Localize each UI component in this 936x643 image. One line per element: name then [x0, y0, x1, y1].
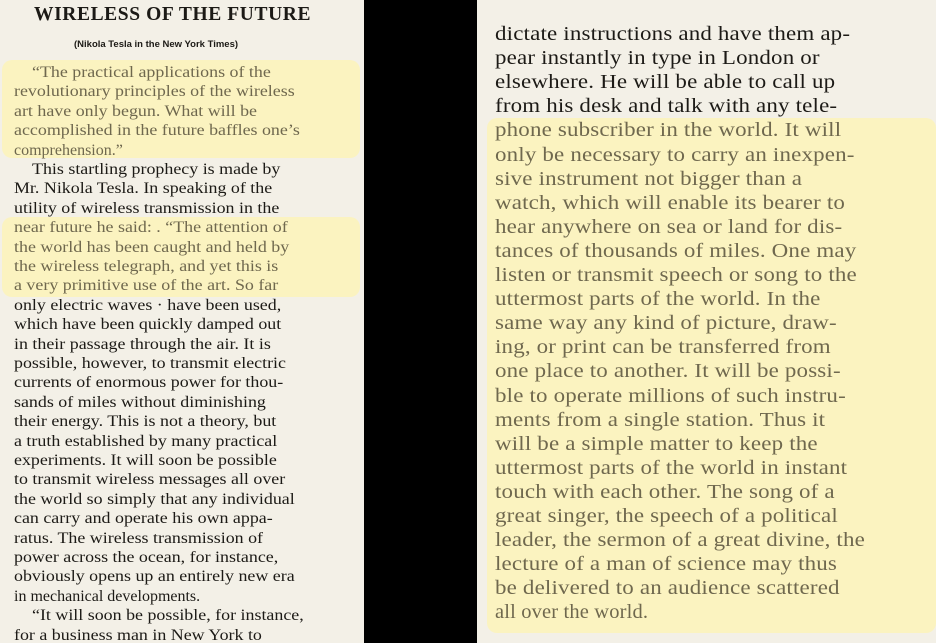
- right-line: ing, or print can be transferred from: [495, 336, 831, 359]
- article-title: WIRELESS OF THE FUTURE: [34, 4, 312, 25]
- right-line: ble to operate millions of such instru-: [495, 384, 846, 407]
- left-line: “It will soon be possible, for instance,: [32, 607, 304, 625]
- article-source: (Nikola Tesla in the New York Times): [74, 39, 239, 50]
- right-line: only be necessary to carry an inexpen-: [495, 143, 855, 166]
- left-line: sands of miles without diminishing: [14, 393, 266, 411]
- right-line: listen or transmit speech or song to the: [495, 264, 857, 286]
- right-line: lecture of a man of science may thus: [495, 553, 838, 576]
- right-line: sive instrument not bigger than a: [495, 167, 803, 190]
- right-line: great singer, the speech of a political: [495, 505, 838, 527]
- left-line: experiments. It will soon be possible: [14, 452, 277, 469]
- right-line: tances of thousands of miles. One may: [495, 239, 857, 262]
- left-line: only electric waves · have been used,: [14, 296, 282, 314]
- left-line: in their passage through the air. It is: [14, 335, 271, 353]
- right-article-column: [477, 0, 936, 643]
- right-line: elsewhere. He will be able to call up: [495, 71, 836, 94]
- right-line: phone subscriber in the world. It will: [495, 119, 842, 142]
- left-line: currents of enormous power for thou-: [14, 374, 284, 392]
- right-line: watch, which will enable its bearer to: [495, 191, 846, 214]
- left-line: “The practical applications of the: [32, 64, 271, 81]
- left-article-column: [0, 0, 364, 643]
- left-line: the world has been caught and held by: [14, 238, 290, 256]
- left-line: comprehension.”: [14, 141, 123, 159]
- right-line: uttermost parts of the world in instant: [495, 456, 848, 479]
- left-line: This startling prophecy is made by: [32, 161, 281, 178]
- right-line: dictate instructions and have them ap-: [495, 23, 851, 45]
- left-line: to transmit wireless messages all over: [14, 471, 286, 489]
- left-line: a very primitive use of the art. So far: [14, 277, 279, 295]
- right-line: ments from a single station. Thus it: [495, 408, 826, 431]
- left-line: which have been quickly damped out: [14, 316, 282, 334]
- right-line: from his desk and talk with any tele-: [495, 95, 838, 118]
- left-line: can carry and operate his own appa-: [14, 510, 273, 528]
- right-line: same way any kind of picture, draw-: [495, 312, 837, 335]
- left-line: a truth established by many practical: [14, 432, 278, 450]
- left-line: power across the ocean, for instance,: [14, 549, 279, 566]
- right-line: hear anywhere on sea or land for dis-: [495, 215, 843, 238]
- left-line: in mechanical developments.: [14, 587, 201, 605]
- left-line: obviously opens up an entirely new era: [14, 568, 295, 586]
- right-line: leader, the sermon of a great divine, the: [495, 529, 866, 552]
- left-line: Mr. Nikola Tesla. In speaking of the: [14, 180, 273, 198]
- right-line: be delivered to an audience scattered: [495, 577, 840, 600]
- left-line: near future he said: . “The attention of: [14, 219, 288, 237]
- right-line: all over the world.: [495, 601, 649, 624]
- left-line: utility of wireless transmission in the: [14, 199, 280, 217]
- left-line: revolutionary principles of the wireless: [14, 83, 295, 101]
- right-line: touch with each other. The song of a: [495, 480, 835, 503]
- left-line: the wireless telegraph, and yet this is: [14, 258, 279, 275]
- left-line: ratus. The wireless transmission of: [14, 529, 264, 547]
- left-line: their energy. This is not a theory, but: [14, 413, 277, 431]
- left-line: possible, however, to transmit electric: [14, 355, 286, 372]
- left-line: accomplished in the future baffles one’s: [14, 122, 300, 140]
- right-line: uttermost parts of the world. In the: [495, 288, 821, 311]
- left-line: for a business man in New York to: [14, 626, 262, 643]
- right-line: will be a simple matter to keep the: [495, 432, 818, 455]
- right-line: one place to another. It will be possi-: [495, 360, 841, 383]
- left-line: the world so simply that any individual: [14, 490, 295, 508]
- left-line: art have only begun. What will be: [14, 102, 258, 120]
- right-line: pear instantly in type in London or: [495, 47, 820, 70]
